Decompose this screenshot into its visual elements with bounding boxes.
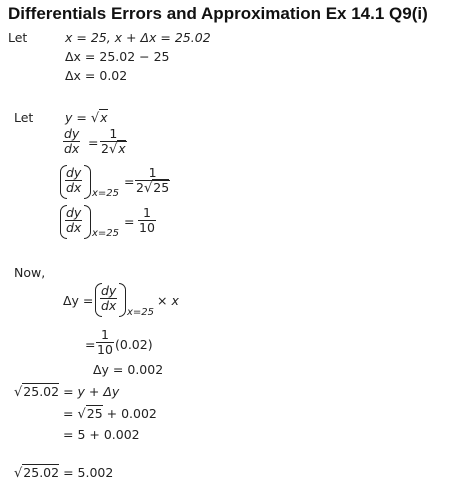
delta-y-label: Δy =	[63, 293, 94, 308]
now-label: Now,	[14, 265, 46, 280]
delta-y-result: Δy = 0.002	[93, 362, 164, 377]
one-tenth-fraction: 1 10	[97, 327, 113, 357]
right-paren	[119, 283, 126, 317]
parenthesized-delta-x: (0.02)	[115, 337, 153, 352]
derivative-at-25-fraction: dy dx	[66, 205, 82, 235]
equals-sign: =	[88, 135, 99, 150]
equals-sign: =	[85, 337, 96, 352]
let-label-1: Let	[8, 30, 28, 45]
equals-sign: =	[124, 174, 135, 189]
delta-x-expression: Δx = 25.02 − 25	[65, 49, 170, 64]
final-answer: √25.02 = 5.002	[14, 465, 114, 481]
subscript-x-25: x=25	[92, 188, 120, 199]
delta-x-value: Δx = 0.02	[65, 68, 128, 83]
equals-sign: =	[124, 214, 135, 229]
derivative-at-25-fraction: dy dx	[66, 165, 82, 195]
sqrt-icon: √	[14, 466, 23, 481]
sqrt-icon: √	[90, 111, 100, 126]
reciprocal-25-fraction: 1 2√25	[136, 165, 170, 196]
given-values: x = 25, x + Δx = 25.02	[65, 30, 211, 45]
subscript-x-25: x=25	[92, 228, 120, 239]
derivative-fraction: dy dx	[64, 126, 80, 156]
y-definition: y = √x	[65, 110, 108, 126]
sqrt-icon: √	[14, 385, 23, 400]
sqrt-icon: √	[77, 407, 86, 422]
reciprocal-fraction: 1 2√x	[101, 126, 126, 157]
right-paren	[84, 205, 91, 239]
derivative-at-25-fraction: dy dx	[101, 283, 117, 313]
page-title: Differentials Errors and Approximation Ex 14.1 Q9(i)	[8, 4, 428, 23]
times-delta-x: × x	[157, 293, 179, 308]
one-tenth-fraction: 1 10	[139, 205, 155, 235]
sqrt-25-02-line: √25.02 = y + Δy	[14, 384, 120, 400]
let-label-2: Let	[14, 110, 34, 125]
five-plus-line: = 5 + 0.002	[63, 427, 140, 442]
sqrt-25-plus-line: = √25 + 0.002	[63, 406, 157, 422]
subscript-x-25: x=25	[127, 307, 155, 318]
right-paren	[84, 165, 91, 199]
